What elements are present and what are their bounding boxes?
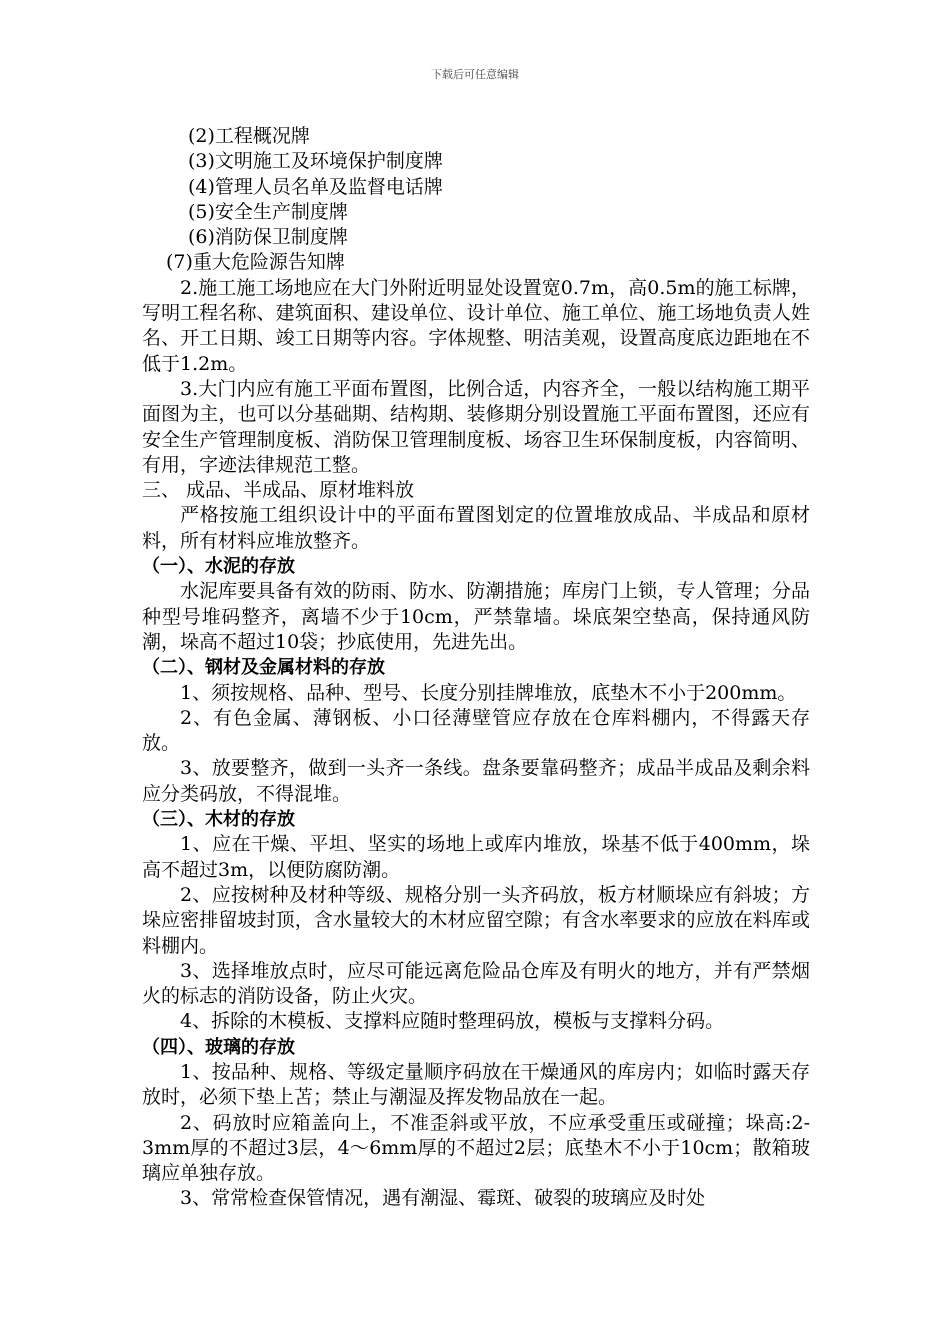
paragraph-layout-plan: 3.大门内应有施工平面布置图，比例合适，内容齐全，一般以结构施工期平面图为主，也可以分基础期、结构期、装修期分别设置施工平面布置图，还应有安全生产管理制度板、消防保卫管理制度板、场容卫生环保制度板，内容简明、有用，字迹法律规范工整。 <box>142 377 810 476</box>
paragraph-cement: 水泥库要具备有效的防雨、防水、防潮措施；库房门上锁，专人管理；分品种型号堆码整齐，离墙不少于10cm，严禁靠墙。垛底架空垫高，保持通风防潮，垛高不超过10袋；抄底使用，先进先出。 <box>142 580 810 653</box>
list-item: 1、按品种、规格、等级定量顺序码放在干燥通风的库房内；如临时露天存放时，必须下垫上苫；禁止与潮湿及挥发物品放在一起。 <box>142 1060 810 1109</box>
list-item: (3)文明施工及环境保护制度牌 <box>188 150 443 173</box>
list-item: 1、须按规格、品种、型号、长度分别挂牌堆放，底垫木不小于200mm。 <box>180 681 797 704</box>
list-item: (4)管理人员名单及监督电话牌 <box>188 175 443 198</box>
list-item: 3、选择堆放点时，应尽可能远离危险品仓库及有明火的地方，并有严禁烟火的标志的消防设备，防止火灾。 <box>142 959 810 1008</box>
subsection-heading-glass: （四）、玻璃的存放 <box>142 1036 295 1058</box>
subsection-heading-wood: （三）、木材的存放 <box>142 809 295 831</box>
list-item: 2、应按树种及材种等级、规格分别一头齐码放，板方材顺垛应有斜坡；方垛应密排留坡封顶，含水量较大的木材应留空隙；有含水率要求的应放在料库或料棚内。 <box>142 883 810 957</box>
list-item: 3、放要整齐，做到一头齐一条线。盘条要靠码整齐；成品半成品及剩余料应分类码放，不得混堆。 <box>142 757 810 805</box>
section-heading: 三、 成品、半成品、原材堆料放 <box>142 479 415 502</box>
list-item: 2、码放时应箱盖向上，不准歪斜或平放，不应承受重压或碰撞；垛高:2-3mm厚的不超过3层，4～6mm厚的不超过2层；底垫木不小于10cm；散箱玻璃应单独存放。 <box>142 1111 810 1185</box>
paragraph-signage: 2.施工施工场地应在大门外附近明显处设置宽0.7m，高0.5m的施工标牌，写明工程名称、建筑面积、建设单位、设计单位、施工单位、施工场地负责人姓名、开工日期、竣工日期等内容。字体规整、明洁美观，设置高度底边距地在不低于1.2m。 <box>142 276 810 375</box>
list-item: 3、常常检查保管情况，遇有潮湿、霉斑、破裂的玻璃应及时处 <box>180 1187 706 1210</box>
subsection-heading-cement: （一）、水泥的存放 <box>142 556 295 578</box>
list-item: 1、应在干燥、平坦、坚实的场地上或库内堆放，垛基不低于400mm，垛高不超过3m，以便防腐防潮。 <box>142 833 810 881</box>
paragraph-section-intro: 严格按施工组织设计中的平面布置图划定的位置堆放成品、半成品和原材料，所有材料应堆放整齐。 <box>142 504 810 552</box>
subsection-heading-steel: （二）、钢材及金属材料的存放 <box>142 657 385 679</box>
list-item: 4、拆除的木模板、支撑料应随时整理码放，模板与支撑料分码。 <box>180 1010 725 1033</box>
list-item: (5)安全生产制度牌 <box>188 200 348 223</box>
list-item: (7)重大危险源告知牌 <box>166 251 345 274</box>
list-item: 2、有色金属、薄钢板、小口径薄壁管应存放在仓库料棚内，不得露天存放。 <box>142 706 810 755</box>
page-header-note: 下载后可任意编辑 <box>431 68 519 81</box>
document-body <box>142 124 810 1212</box>
list-item: (6)消防保卫制度牌 <box>188 226 348 249</box>
list-item: (2)工程概况牌 <box>188 125 310 147</box>
